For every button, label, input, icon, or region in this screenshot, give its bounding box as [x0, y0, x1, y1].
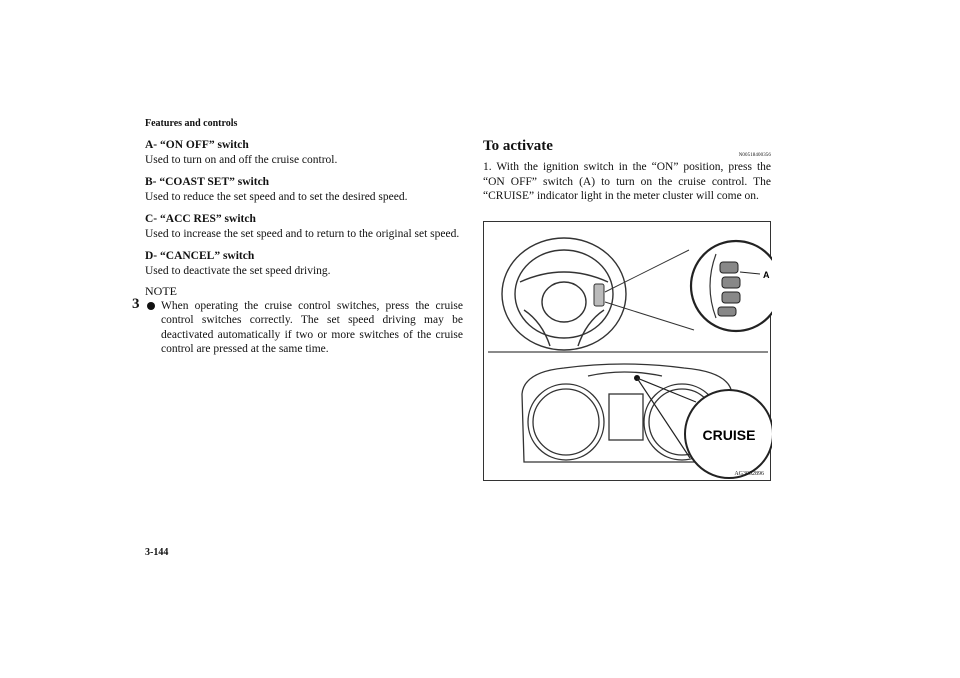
switch-c-title: C- “ACC RES” switch — [145, 213, 256, 225]
section-title: To activate — [483, 138, 553, 154]
bullet-icon — [147, 302, 155, 310]
switch-a — [145, 138, 463, 167]
note-item — [145, 299, 463, 357]
step-1 — [483, 160, 771, 204]
chapter-tab-number: 3 — [132, 296, 140, 312]
switch-c-text: Used to increase the set speed and to return to the original set speed. — [145, 227, 460, 240]
cruise-label: CRUISE — [702, 427, 756, 443]
switch-b-title: B- “COAST SET” switch — [145, 176, 270, 188]
switch-descriptions — [145, 138, 463, 357]
steering-wheel-icon — [502, 238, 626, 350]
switch-b — [145, 175, 463, 204]
switch-b-text: Used to reduce the set speed and to set the desired speed. — [145, 190, 408, 203]
step-text: With the ignition switch in the “ON” position, press the “ON OFF” switch (A) to turn on the cruise control. The “CRUISE” indicator light in the meter cluster will come on. — [483, 161, 772, 202]
figure-code: AG3002896 — [734, 471, 764, 477]
cruise-control-figure — [483, 221, 771, 481]
label-a: A — [763, 270, 770, 280]
figure-illustration — [484, 222, 772, 482]
switch-d-title: D- “CANCEL” switch — [145, 250, 255, 262]
switch-a-text: Used to turn on and off the cruise control. — [145, 153, 338, 166]
switch-c — [145, 212, 463, 241]
running-header: Features and controls — [145, 118, 238, 129]
switch-d — [145, 249, 463, 278]
note-text: When operating the cruise control switches, press the cruise control switches correctly. The set speed driving may be deactivated automatically if two or more switches of the cruise control are pressed at the same time. — [161, 299, 463, 355]
switch-a-title: A- “ON OFF” switch — [145, 139, 249, 151]
section-heading — [483, 137, 771, 158]
section-code: N00518400356 — [738, 153, 771, 158]
switch-d-text: Used to deactivate the set speed driving. — [145, 264, 331, 277]
step-number: 1. — [483, 161, 492, 173]
note-label: NOTE — [145, 284, 177, 298]
page-number: 3-144 — [145, 547, 169, 558]
switch-zoom-icon — [691, 241, 772, 331]
switch-cluster-small — [594, 284, 604, 306]
